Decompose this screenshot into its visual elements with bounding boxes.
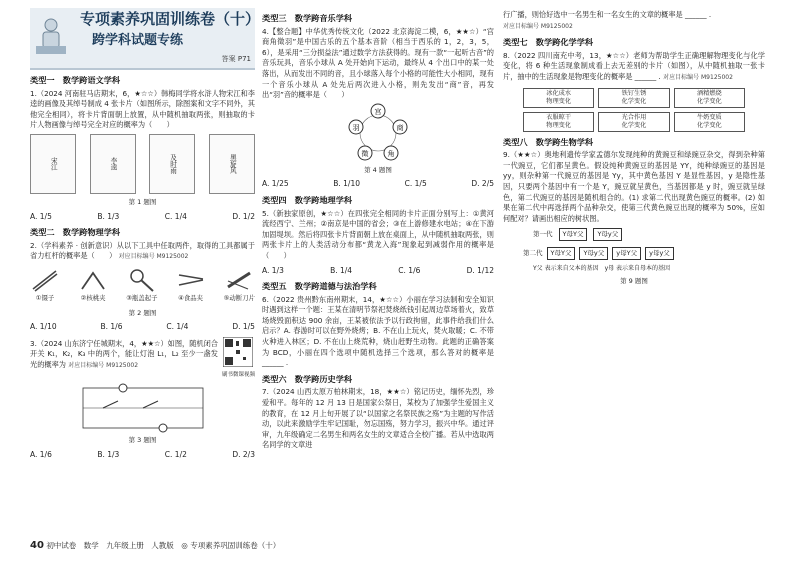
page-footer xyxy=(30,540,280,551)
section-heading: 类型四 数学跨地理学科 xyxy=(262,194,353,205)
qr-caption: 刷书微课视频 xyxy=(221,372,255,379)
option-b: B. 1/4 xyxy=(330,265,353,275)
food-tongs-icon xyxy=(176,267,206,293)
section-heading: 类型五 数学跨道德与法治学科 xyxy=(262,281,377,292)
tool-nutcracker: ②核桃夹 xyxy=(78,267,108,304)
tool-bottle-opener: ③瓶盖起子 xyxy=(126,267,157,304)
genetics-diagram xyxy=(503,228,765,286)
option-c: C. 1/5 xyxy=(404,179,427,189)
tone-gong: 宫 xyxy=(374,107,382,116)
qr-code-icon[interactable] xyxy=(223,337,253,367)
option-c: C. 1/4 xyxy=(166,322,189,332)
card-portrait-songjiang: 宋江 xyxy=(30,134,76,194)
generation-1-label: 第一代 xyxy=(533,230,553,239)
question-2-tools xyxy=(30,267,255,304)
section-heading: 类型一 数学跨语文学科 xyxy=(30,75,121,85)
question-1-options xyxy=(30,212,255,223)
gene-box: Y母y父 xyxy=(579,247,608,260)
card-portrait-likui: 李逵 xyxy=(90,134,136,194)
question-4-options xyxy=(262,179,494,190)
question-6: 6.（2022 贵州黔东南州期末，14，★☆☆）小丽在学习法制和安全知识时遇到这样一个题：王某在清明节祭祀焚烧纸钱引起周边草场着火，致草场烧毁面积达 900 余亩，王某被依法予以行政拘留，此事件给我们什么启示？A. 春游时可以在野外烧烤；B. 不在山上玩火，焚火取暖；C. 不带火种进入林区；D. 不在山上烧荒种，烧山赶野生动物。此题的正确答案为 BCD，小丽在四个选项中随机选择三个选项，那么答对的概率是 ______ . xyxy=(262,294,494,368)
option-d: D. 2/5 xyxy=(471,179,494,189)
question-8: 8.（2022 四川南充中考，13，★☆☆）老师为帮助学生正确理解物理变化与化学变化，将 6 种生活现象制成看上去无差别的卡片（如图），从中随机抽取一张卡片，抽中的生活现象是物理变化的概率是 ______ . 对应目标编号 M9125002 xyxy=(503,50,765,81)
footer-text: 初中试卷 数学 九年级上册 人教版 ◎ 专项素养巩固训练卷（十） xyxy=(46,541,281,550)
column-left xyxy=(30,8,261,464)
section-heading: 类型二 数学跨物理学科 xyxy=(30,227,121,238)
card-nickname-2: 黑旋风 xyxy=(209,134,255,194)
question-3-options xyxy=(30,450,255,461)
section-heading: 类型八 数学跨生物学科 xyxy=(503,136,594,147)
tool-food-tongs: ④食品夹 xyxy=(176,267,206,304)
target-code: 对应目标编号 M9125002 xyxy=(663,73,733,81)
card-1: 冰化成水 物理变化 xyxy=(523,88,594,108)
option-c: C. 1/6 xyxy=(398,265,421,275)
generation-2-label: 第二代 xyxy=(523,248,543,257)
option-b: B. 1/3 xyxy=(97,211,120,221)
gene-box: Y母Y父 xyxy=(559,228,588,241)
question-2-options xyxy=(30,322,255,333)
tool-tweezers: ①镊子 xyxy=(30,267,60,304)
worksheet-header xyxy=(30,8,261,70)
phenomenon-cards xyxy=(523,88,745,132)
answer-reference: 答案 P71 xyxy=(221,55,251,63)
option-a: A. 1/6 xyxy=(30,449,52,459)
gene-box: Y母y父 xyxy=(593,228,622,241)
column-right xyxy=(503,8,765,289)
student-illustration-icon xyxy=(32,16,70,58)
card-5: 光合作用 化学变化 xyxy=(598,112,669,132)
question-4: 4.【整合题】中华优秀传统文化（2022 北京海淀二模，6，★★☆）“宫商角徵羽”是中国古乐的五个基本音阶（相当于西乐的 1，2，3，5，6），是采用“三分损益法”通过数学方法获得的。现有一款“一起听古音”的音乐玩具，音乐小球从 A 处开始向下运动，最终从 4 个出口中的某一处落出，从而发出不同的音，且小球落入每个小格的可能性大小相同，现有一个音乐小球从 A 处先后两次进入小格，则先发出“商”音，再发出“羽”音的概率是（ ） xyxy=(262,26,494,100)
option-d: D. 2/3 xyxy=(232,449,255,459)
tone-zhi: 徵 xyxy=(361,149,369,158)
tone-shang: 商 xyxy=(396,123,404,132)
figure-caption: 第 2 题图 xyxy=(128,308,157,317)
section-heading: 类型三 数学跨音乐学科 xyxy=(262,13,353,23)
target-code: 对应目标编号 M9125002 xyxy=(503,22,573,30)
tone-jiao: 角 xyxy=(387,149,395,158)
question-5: 5.（新独家原创，★☆☆）在四张完全相同的卡片正面分别写上：①黄河流经西宁、兰州；②南京是中国的省会；③在上游修建水电站；④在下游加固堤坝。然后将四张卡片背面朝上放在桌面上，从中随机抽取两张，则两张卡片上的人类活动分布都“黄龙入海”现象起到减弱作用的概率是（ ） xyxy=(262,208,494,260)
option-b: B. 1/10 xyxy=(333,179,361,189)
figure-caption: 第 1 题图 xyxy=(128,197,157,206)
question-9: 9.（★★☆）奥地利遗传学家孟德尔发现纯种的黄豌豆和绿豌豆杂交，得到杂种第一代豌豆，它们都呈黄色。假设纯种黄豌豆的基因是 YY，纯种绿豌豆的基因是 yy，则杂种第一代豌豆的基因是 Yy，其中黄色基因 Y 是显性基因，y 是隐性基因，只要两个基因中有一个是 Y，豌豆就呈黄色，当基因都是 y 时，豌豆就呈绿色，第二代豌豆的基因是随机组合的。(1) 求第二代出现黄色豌豆的概率。(2) 如果在第二代中再选择两个品种杂交，使第三代黄色豌豆出现的概率为 50%，应如何配对？请画出相应的树状图。 xyxy=(503,150,765,223)
gene-box: Y母Y父 xyxy=(547,247,576,260)
question-1: 1.（2024 河南驻马店期末，6，★☆☆）韩梅同学将水浒人物宋江和李逵的画像及其绰号制成 4 张卡片（如图所示，除图案和文字不同外，其他完全相同），将卡片背面朝上放置，从中随机抽取两张，则抽取的卡片人物画像与绰号完全对应的概率为（ ） xyxy=(30,88,255,130)
card-2: 铁钉生锈 化学变化 xyxy=(598,88,669,108)
column-middle xyxy=(262,8,494,453)
target-code: 对应目标编号 M9125002 xyxy=(118,253,189,261)
nutcracker-icon xyxy=(78,267,108,293)
page-subtitle: 跨学科试题专练 xyxy=(92,33,184,48)
section-heading: 类型六 数学跨历史学科 xyxy=(262,373,353,384)
pentatonic-wheel-diagram xyxy=(328,103,428,163)
tone-yu: 羽 xyxy=(352,123,360,132)
option-a: A. 1/3 xyxy=(262,265,284,275)
page-title: 专项素养巩固训练卷（十） xyxy=(80,10,261,28)
tool-cutter: ⑤动断刀片 xyxy=(224,267,255,304)
option-d: D. 1/2 xyxy=(232,211,255,221)
tweezers-icon xyxy=(30,267,60,293)
section-heading: 类型七 数学跨化学学科 xyxy=(503,37,594,48)
diagram-legend: Y父 表示来自父本的基因 y母 表示来自母本的基因 xyxy=(533,264,671,272)
question-2: 2.（学科素养 · 创新意识）从以下工具中任取两件，取得的工具都属于省力杠杆的概率是（ ） 对应目标编号 M9125002 xyxy=(30,240,255,261)
option-d: D. 1/5 xyxy=(232,322,255,332)
bottle-opener-icon xyxy=(127,267,157,293)
option-b: B. 1/6 xyxy=(100,322,123,332)
card-6: 牛奶变质 化学变化 xyxy=(674,112,745,132)
option-a: A. 1/10 xyxy=(30,322,57,332)
option-d: D. 1/12 xyxy=(466,265,494,275)
card-nickname-1: 及时雨 xyxy=(149,134,195,194)
option-a: A. 1/25 xyxy=(262,179,289,189)
circuit-diagram xyxy=(63,383,223,433)
question-1-cards xyxy=(30,134,255,194)
question-5-options xyxy=(262,266,494,277)
figure-caption: 第 3 题图 xyxy=(128,435,157,444)
gene-box: y母y父 xyxy=(645,247,674,260)
figure-caption: 第 9 题图 xyxy=(620,277,648,286)
gene-box: y母Y父 xyxy=(612,247,641,260)
option-c: C. 1/4 xyxy=(164,211,187,221)
option-c: C. 1/2 xyxy=(164,449,187,459)
question-7-continued: 行广播，则恰好选中一名男生和一名女生的文章的概率是 ______ . 对应目标编号 M9125002 xyxy=(503,10,712,30)
option-b: B. 1/3 xyxy=(97,449,120,459)
figure-caption: 第 4 题图 xyxy=(364,165,392,174)
page-number: 40 xyxy=(30,540,44,551)
question-3-block xyxy=(30,337,255,381)
qr-code-block[interactable] xyxy=(222,337,255,381)
cutter-icon xyxy=(224,267,254,293)
card-3: 酒精燃烧 化学变化 xyxy=(674,88,745,108)
question-3: 3.（2024 山东济宁任城期末，4，★★☆）如图，随机闭合开关 K₁，K₂，K₃ 中的两个，能让灯泡 L₁，L₂ 至少一盏发光的概率为 对应目标编号 M9125002 xyxy=(30,338,218,369)
option-a: A. 1/5 xyxy=(30,211,52,221)
question-7: 7.（2024 山西太原万柏林期末，18，★★☆）铭记历史，缅怀先烈，珍爱和平。每年的 12 月 13 日是国家公祭日，某校为了加强学生爱国主义的教育，在 12 月上旬开展了以“以国家之名祭民族之殇”为主题的写作活动，以此来激励学生牢记国耻，勿忘国殇，努力学习，振兴中华。通过评审，九年级确定二名男生和两名女生的文章适合全校广播。若从中选取两名同学的文章进 xyxy=(262,387,494,450)
card-4: 衣服晾干 物理变化 xyxy=(523,112,594,132)
